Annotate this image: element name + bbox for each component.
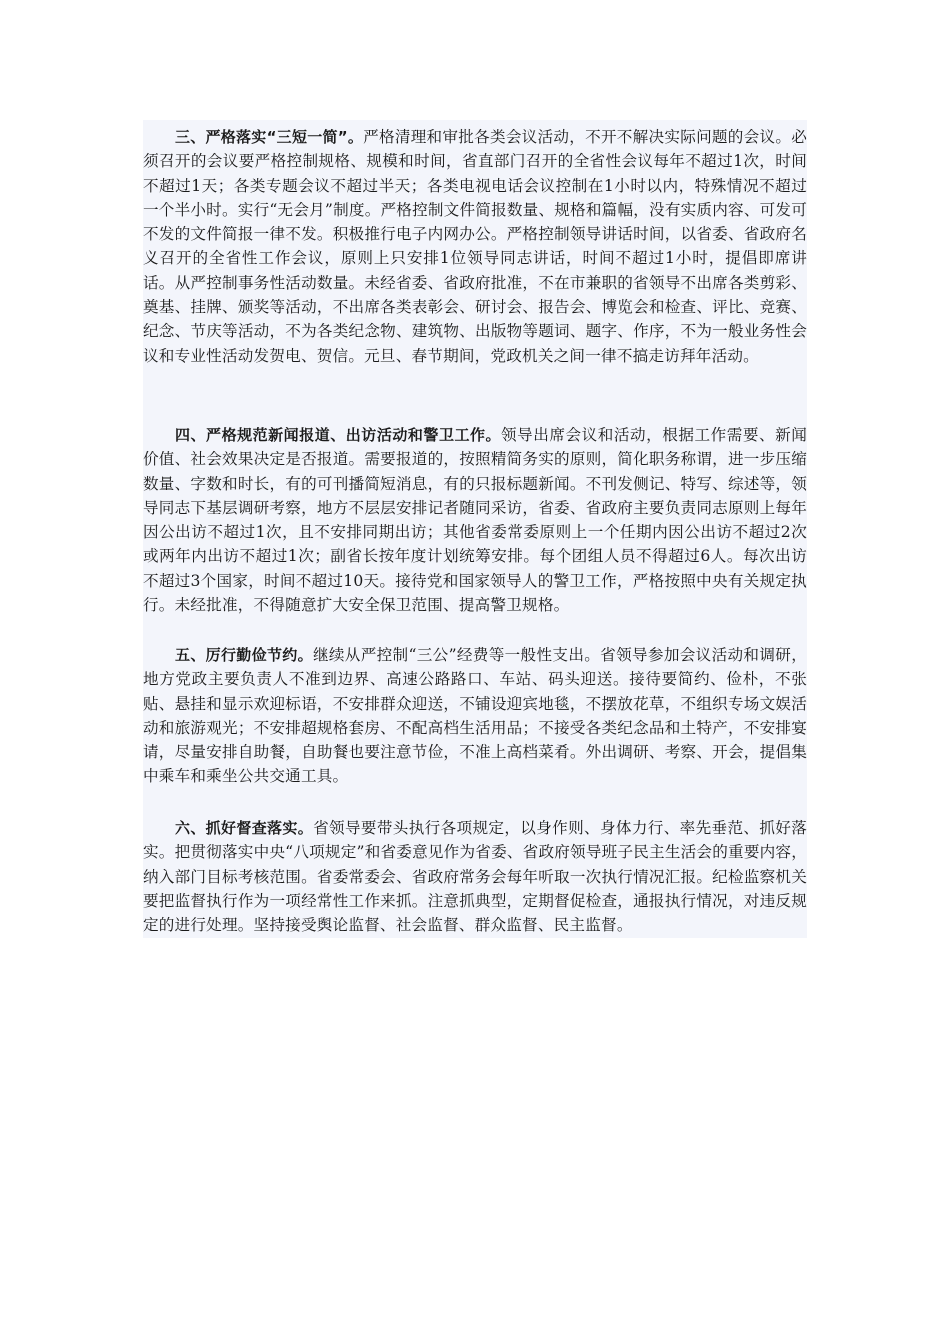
section-three-paragraph xyxy=(143,125,807,368)
section-six-paragraph xyxy=(143,816,807,937)
section-six-text: 省领导要带头执行各项规定，以身作则、身体力行、率先垂范、抓好落实。把贯彻落实中央“八项规定”和省委意见作为省委、省政府领导班子民主生活会的重要内容，纳入部门目标考核范围。省委常委会、省政府常务会每年听取一次执行情况汇报。纪检监察机关要把监督执行作为一项经常性工作来抓。注意抓典型，定期督促检查，通报执行情况，对违反规定的进行处理。坚持接受舆论监督、社会监督、群众监督、民主监督。 xyxy=(143,819,807,935)
section-five-heading: 五、厉行勤俭节约。 xyxy=(175,646,313,664)
section-five-paragraph xyxy=(143,643,807,789)
section-four-heading: 四、严格规范新闻报道、出访活动和警卫工作。 xyxy=(175,426,502,444)
section-three-heading: 三、严格落实“三短一简”。 xyxy=(175,128,364,146)
section-five-text: 继续从严控制“三公”经费等一般性支出。省领导参加会议活动和调研，地方党政主要负责人不准到边界、高速公路路口、车站、码头迎送。接待要简约、俭朴，不张贴、悬挂和显示欢迎标语，不安排群众迎送，不铺设迎宾地毯，不摆放花草，不组织专场文娱活动和旅游观光；不安排超规格套房、不配高档生活用品；不接受各类纪念品和土特产，不安排宴请，尽量安排自助餐，自助餐也要注意节俭，不准上高档菜肴。外出调研、考察、开会，提倡集中乘车和乘坐公共交通工具。 xyxy=(143,646,807,786)
section-four-paragraph xyxy=(143,423,807,617)
section-four-text: 领导出席会议和活动，根据工作需要、新闻价值、社会效果决定是否报道。需要报道的，按照精简务实的原则，简化职务称谓，进一步压缩数量、字数和时长，有的可刊播简短消息，有的只报标题新闻。不刊发侧记、特写、综述等，领导同志下基层调研考察，地方不层层安排记者随同采访，省委、省政府主要负责同志原则上每年因公出访不超过1次，且不安排同期出访；其他省委常委原则上一个任期内因公出访不超过2次或两年内出访不超过1次；副省长按年度计划统筹安排。每个团组人员不得超过6人。每次出访不超过3个国家，时间不超过10天。接待党和国家领导人的警卫工作，严格按照中央有关规定执行。未经批准，不得随意扩大安全保卫范围、提高警卫规格。 xyxy=(143,426,807,615)
document-body xyxy=(143,120,807,938)
section-three-text: 严格清理和审批各类会议活动，不开不解决实际问题的会议。必须召开的会议要严格控制规格、规模和时间，省直部门召开的全省性会议每年不超过1次，时间不超过1天；各类专题会议不超过半天；各类电视电话会议控制在1小时以内，特殊情况不超过一个半小时。实行“无会月”制度。严格控制文件简报数量、规格和篇幅，没有实质内容、可发可不发的文件简报一律不发。积极推行电子内网办公。严格控制领导讲话时间，以省委、省政府名义召开的全省性工作会议，原则上只安排1位领导同志讲话，时间不超过1小时，提倡即席讲话。从严控制事务性活动数量。未经省委、省政府批准，不在市兼职的省领导不出席各类剪彩、奠基、挂牌、颁奖等活动，不出席各类表彰会、研讨会、报告会、博览会和检查、评比、竞赛、纪念、节庆等活动，不为各类纪念物、建筑物、出版物等题词、题字、作序，不为一般业务性会议和专业性活动发贺电、贺信。元旦、春节期间，党政机关之间一律不搞走访拜年活动。 xyxy=(143,128,807,365)
section-six-heading: 六、抓好督查落实。 xyxy=(175,819,314,837)
